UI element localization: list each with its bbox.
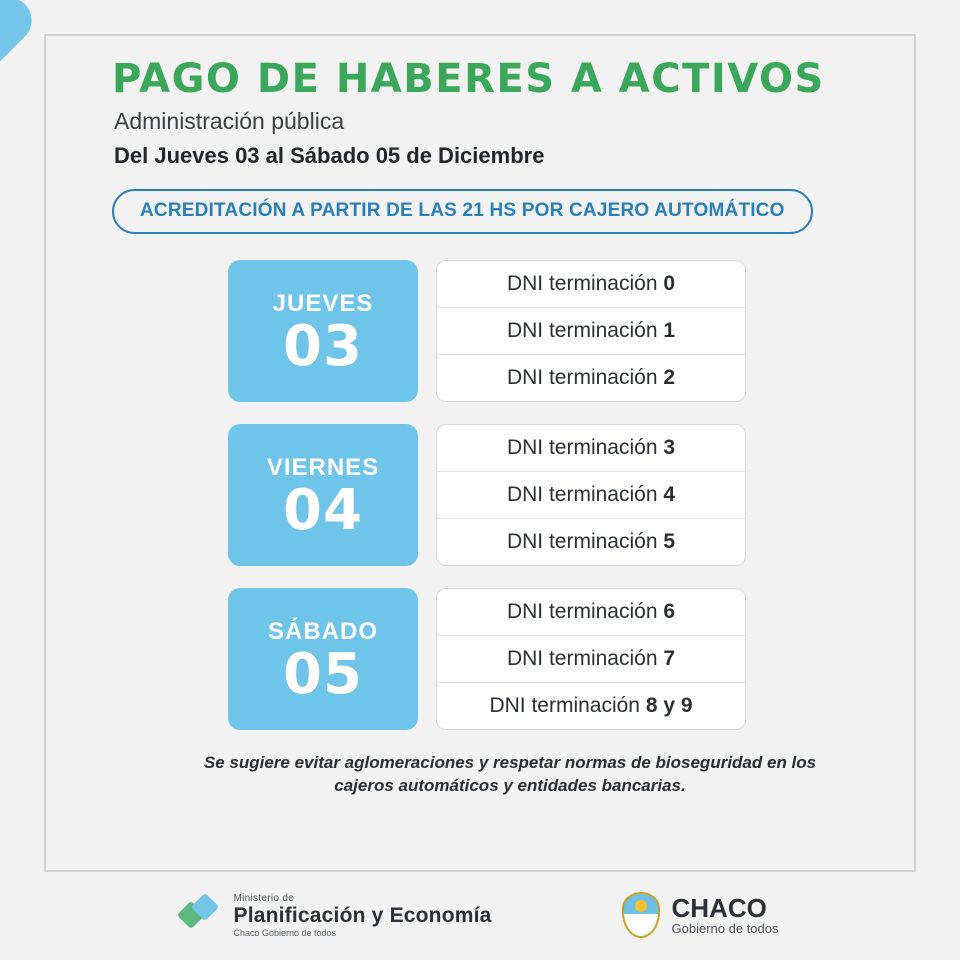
dni-label: DNI terminación: [506, 530, 664, 553]
day-box: [228, 424, 418, 566]
dni-label: DNI terminación: [489, 694, 646, 717]
page-title: PAGO DE HABERES A ACTIVOS: [112, 56, 825, 102]
dni-value: 3: [663, 436, 676, 459]
ministry-line3: Chaco Gobierno de todos: [233, 927, 337, 938]
schedule-row: [60, 260, 900, 402]
dni-label: DNI terminación: [506, 272, 664, 295]
list-item: [437, 519, 745, 565]
dni-value: 8 y 9: [645, 694, 693, 717]
advisory-note: Se sugiere evitar aglomeraciones y respetar normas de bioseguridad en los cajeros automáticos y entidades bancarias.: [203, 753, 817, 795]
dni-label: DNI terminación: [506, 647, 664, 670]
province-tagline: Gobierno de todos: [671, 920, 779, 936]
day-name: VIERNES: [266, 454, 380, 482]
list-item: [437, 683, 745, 729]
dni-value: 2: [663, 366, 676, 389]
footer: [0, 892, 960, 938]
province-logo: [622, 892, 779, 938]
dni-label: DNI terminación: [506, 319, 664, 342]
accreditation-badge: ACREDITACIÓN A PARTIR DE LAS 21 HS POR CAJERO AUTOMÁTICO: [112, 189, 813, 234]
day-box: [228, 588, 418, 730]
dni-value: 7: [663, 647, 676, 670]
dni-value: 6: [663, 600, 676, 623]
dni-list: [436, 424, 746, 566]
dni-value: 4: [663, 483, 676, 506]
dni-label: DNI terminación: [506, 436, 664, 459]
list-item: [437, 472, 745, 519]
day-number: 04: [283, 477, 363, 543]
province-name: CHACO: [671, 892, 767, 923]
ministry-logo: [181, 893, 491, 938]
list-item: [437, 308, 745, 355]
coat-of-arms-icon: [622, 892, 660, 938]
day-number: 03: [283, 313, 363, 379]
day-name: SÁBADO: [267, 618, 378, 646]
dni-list: [436, 588, 746, 730]
list-item: [437, 425, 745, 472]
ministry-line1: Ministerio de: [233, 892, 295, 904]
list-item: [437, 636, 745, 683]
day-box: [228, 260, 418, 402]
day-number: 05: [283, 641, 363, 707]
schedule-list: [60, 260, 900, 730]
page-subtitle: Administración pública: [114, 108, 345, 134]
dni-label: DNI terminación: [506, 483, 664, 506]
schedule-row: [60, 588, 900, 730]
day-name: JUEVES: [272, 290, 374, 318]
dni-value: 5: [663, 530, 676, 553]
dni-value: 1: [663, 319, 676, 342]
dni-label: DNI terminación: [506, 600, 664, 623]
list-item: [437, 589, 745, 636]
list-item: [437, 355, 745, 401]
list-item: [437, 261, 745, 308]
dni-value: 0: [663, 272, 676, 295]
dni-list: [436, 260, 746, 402]
dni-label: DNI terminación: [506, 366, 664, 389]
schedule-row: [60, 424, 900, 566]
ministry-line2: Planificación y Economía: [233, 903, 492, 927]
diamond-logo-icon: [181, 895, 221, 935]
date-range: Del Jueves 03 al Sábado 05 de Diciembre: [114, 143, 545, 168]
